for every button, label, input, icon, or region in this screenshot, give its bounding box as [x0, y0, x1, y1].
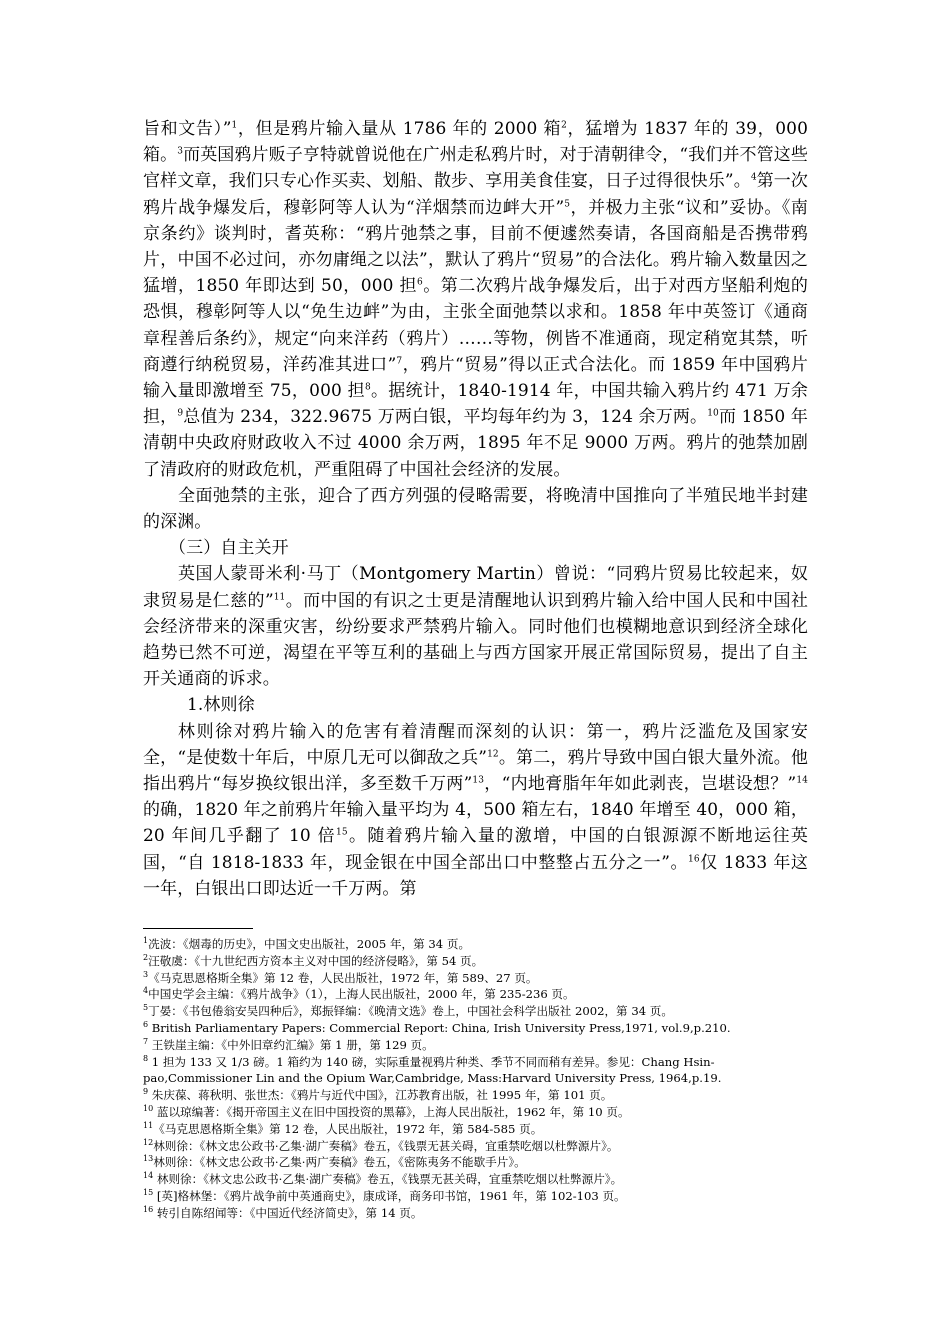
footnote: $^{12}$林则徐：《林文忠公政书·乙集·湖广奏稿》卷五，《钱票无甚关碍，宜重禁吃烟以杜弊源片》。	[143, 1137, 619, 1153]
footnote-ref[interactable]: 8	[364, 382, 371, 393]
footnote-separator	[143, 928, 253, 929]
footnote-ref[interactable]: 5	[564, 198, 571, 209]
paragraph-semi-colonial: 全面弛禁的主张，迎合了西方列强的侵略需要，将晚清中国推向了半殖民地半封建的深渊。	[143, 485, 808, 533]
footnote: $^7$ 王铁崖主编：《中外旧章约汇编》第 1 册，第 129 页。	[143, 1036, 434, 1052]
footnote-ref[interactable]: 14	[796, 775, 808, 786]
footnote-ref[interactable]: 12	[487, 749, 499, 760]
footnote-ref[interactable]: 1	[231, 120, 238, 131]
subsection-heading: 1.林则徐	[187, 695, 255, 716]
paragraph-martin-quote: 英国人蒙哥米利·马丁（Montgomery Martin）曾说：“同鸦片贸易比较起来，奴隶贸易是仁慈的”$^{11}$。而中国的有识之士更是清醒地认识到鸦片输入给中国人民和中国社会经济带来的深重灾害，纷纷要求严禁鸦片输入。同时他们也模糊地意识到经济全球化趋势已然不可逆，渴望在平等互利的基础上与西方国家开展正常国际贸易，提出了自主开关通商的诉求。	[143, 564, 808, 690]
footnote: $^9$ 朱庆葆、蒋秋明、张世杰：《鸦片与近代中国》，江苏教育出版，社 1995 年，第 101 页。	[143, 1087, 613, 1103]
footnote-ref[interactable]: 9	[177, 408, 184, 419]
footnote-ref[interactable]: 13	[472, 775, 485, 786]
footnote-ref[interactable]: 7	[396, 356, 403, 367]
footnotes-list	[143, 936, 808, 1222]
footnote-ref[interactable]: 2	[561, 120, 567, 131]
footnote: $^{16}$ 转引自陈绍闻等：《中国近代经济简史》，第 14 页。	[143, 1204, 423, 1220]
footnote: $^{11}$《马克思恩格斯全集》第 12 卷，人民出版社，1972 年，第 584-585 页。	[143, 1120, 543, 1136]
paragraph-opium-legalization: 旨和文告）”$^1$，但是鸦片输入量从 1786 年的 2000 箱$^2$，猛增为 1837 年的 39，000 箱。$^3$而英国鸦片贩子亨特就曾说他在广州走私鸦片时，对于清朝律令，“我们并不管这些官样文章，我们只专心作买卖、划船、散步、享用美食佳宴，日子过得很快乐”。$^4$第一次鸦片战争爆发后，穆彰阿等人认为“洋烟禁而边衅大开”$^5$，并极力主张“议和”妥协。《南京条约》谈判时，耆英称：“鸦片弛禁之事，目前不便遽然奏请，各国商船是否携带鸦片，中国不必过问，亦勿庸绳之以法”，默认了鸦片“贸易”的合法化。鸦片输入数量因之猛增，1850 年即达到 50，000 担$^6$。第二次鸦片战争爆发后，出于对西方坚船利炮的恐惧，穆彰阿等人以“免生边衅”为由，主张全面弛禁以求和。1858 年中英签订《通商章程善后条约》，规定“向来洋药（鸦片）……等物，例皆不准通商，现定稍宽其禁，听商遵行纳税贸易，洋药准其进口”$^7$，鸦片“贸易”得以正式合法化。而 1859 年中国鸦片输入量即激增至 75，000 担$^8$。据统计，1840-1914 年，中国共输入鸦片约 471 万余担，$^9$总值为 234，322.9675 万两白银，平均每年约为 3，124 余万两。$^{10}$而 1850 年清朝中央政府财政收入不过 4000 余万两，1895 年不足 9000 万两。鸦片的弛禁加剧了清政府的财政危机，严重阻碍了中国社会经济的发展。	[143, 119, 809, 480]
footnote: $^1$冼波：《烟毒的历史》，中国文史出版社，2005 年，第 34 页。	[143, 936, 471, 951]
footnote-ref[interactable]: 10	[707, 408, 719, 419]
footnote: $^3$《马克思恩格斯全集》第 12 卷，人民出版社，1972 年，第 589、27 页。	[143, 969, 538, 985]
footnote: $^{14}$ 林则徐：《林文忠公政书·乙集·湖广奏稿》卷五，《钱票无甚关碍，宜重禁吃烟以杜弊源片》。	[143, 1171, 623, 1187]
footnote: $^{10}$ 蓝以琼编著：《揭开帝国主义在旧中国投资的黑幕》，上海人民出版社，1962 年，第 10 页。	[143, 1104, 630, 1119]
footnote: $^2$汪敬虞：《十九世纪西方资本主义对中国的经济侵略》，第 54 页。	[143, 952, 484, 968]
section-heading: （三）自主关开	[169, 538, 289, 559]
footnote-ref[interactable]: 6	[416, 277, 423, 288]
footnote: $^{15}$ [英]格林堡：《鸦片战争前中英通商史》，康成译，商务印书馆，1961 年，第 102-103 页。	[143, 1188, 626, 1203]
paragraph-lin-zexu: 林则徐对鸦片输入的危害有着清醒而深刻的认识：第一，鸦片泛滥危及国家安全，“是使数十年后，中原几无可以御敌之兵”$^{12}$。第二，鸦片导致中国白银大量外流。他指出鸦片“每岁换纹银出洋，多至数千万两”$^{13}$，“内地膏脂年年如此剥丧，岂堪设想？”$^{14}$的确，1820 年之前鸦片年输入量平均为 4，500 箱左右，1840 年增至 40，000 箱，20 年间几乎翻了 10 倍$^{15}$。随着鸦片输入量的激增，中国的白银源源不断地运往英国，“自 1818-1833 年，现金银在中国全部出口中整整占五分之一”。$^{16}$仅 1833 年这一年，白银出口即达近一千万两。第	[143, 721, 809, 899]
footnote: $^6$ British Parliamentary Papers: Commercial Report: China, Irish University Press,1971, vol.9,p.210.	[143, 1020, 731, 1035]
footnote: $^5$丁晏：《书包倦翁安吴四种后》，郑振铎编：《晚清文选》卷上，中国社会科学出版社 2002，第 34 页。	[143, 1003, 673, 1019]
footnote: $^4$中国史学会主编：《鸦片战争》（1），上海人民出版社，2000 年，第 235-236 页。	[143, 986, 575, 1002]
footnote-ref[interactable]: 15	[336, 827, 348, 838]
footnote-ref[interactable]: 3	[177, 146, 184, 157]
footnote: $^{13}$林则徐：《林文忠公政书·乙集·两广奏稿》卷五，《密陈夷务不能歇手片》。	[143, 1154, 526, 1170]
body-text	[143, 116, 808, 902]
footnote-ref[interactable]: 11	[273, 592, 286, 602]
footnote-ref[interactable]: 16	[688, 854, 700, 865]
footnote: $^8$ 1 担为 133 又 1/3 磅。1 箱约为 140 磅，实际重量视鸦片种类、季节不同而稍有差异。参见：Chang Hsin-pao,Commissioner Lin and the Opium War,Cambridge, Mass:Harvard University Press, 1964,p.19.	[143, 1053, 722, 1086]
footnote-ref[interactable]: 4	[750, 172, 757, 183]
